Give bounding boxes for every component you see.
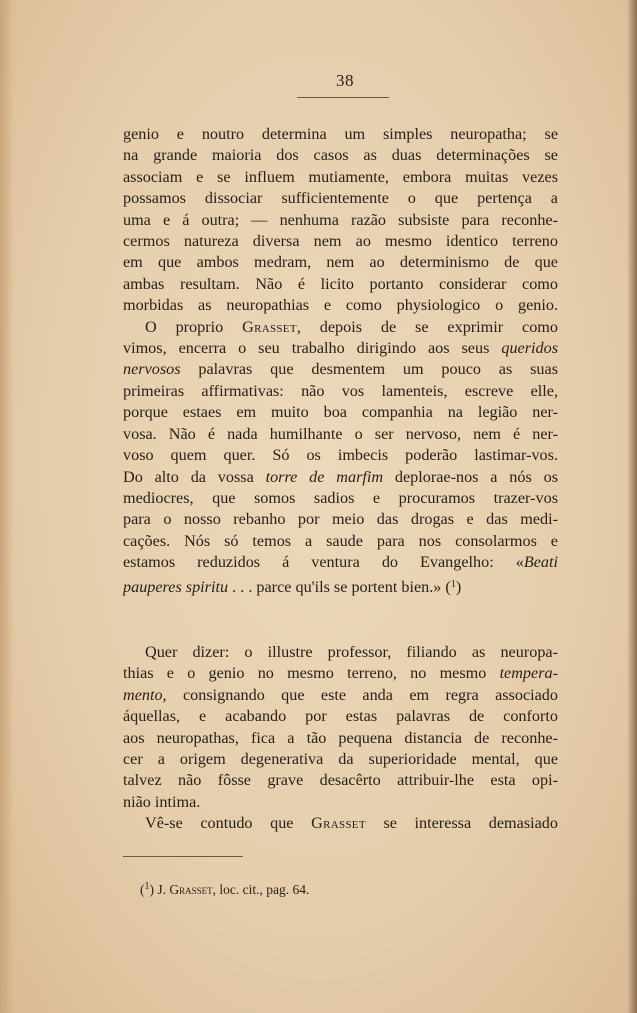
paragraph-3 — [123, 642, 558, 813]
paragraph-2 — [123, 317, 558, 598]
text-line: cermos natureza diversa nem ao mesmo identico terreno — [123, 232, 558, 251]
italic-text: nervosos — [123, 360, 181, 379]
footnote — [140, 878, 309, 899]
text-run: se interessa demasiado — [365, 814, 558, 833]
text-line: cer a origem degenerativa da superioridade mental, que — [123, 749, 558, 768]
footnote-marker: 1 — [144, 881, 150, 892]
text-run: palavras que desmentem um pouco as suas — [180, 360, 558, 379]
italic-text: queridos — [501, 339, 558, 358]
text-line: vosa. Não é nada humilhante o ser nervoso, nem é ner- — [123, 424, 558, 443]
text-line: em que ambos medram, nem ao determinismo de que — [123, 253, 558, 272]
text-line: possamos dissociar sufficientemente o que pertença a — [123, 189, 558, 208]
header-rule — [297, 97, 389, 98]
author-name: Grasset — [169, 882, 213, 897]
text-line: aos neuropathas, fica a tão pequena distancia de reconhe- — [123, 728, 558, 747]
text-line: associam e se influem mutiamente, embora muitas vezes — [123, 167, 558, 186]
text-run: Do alto da vossa — [123, 467, 266, 486]
italic-text: torre de marfim — [265, 467, 384, 486]
text-run: . . . parce qu'ils se portent bien.» ( — [228, 577, 451, 596]
text-line: Quer dizer: o illustre professor, filiando as neuropa- — [145, 642, 558, 661]
text-line: mediocres, que somos sadios e procuramos trazer-vos — [123, 488, 558, 507]
text-line — [123, 574, 558, 598]
text-line: áquellas, e acabando por estas palavras de conforto — [123, 707, 558, 726]
text-line: morbidas as neuropathias e como physiologico o genio. — [123, 296, 558, 315]
text-line — [123, 338, 558, 359]
text-run: , depois de se exprimir como — [296, 317, 558, 336]
text-run: ) — [455, 577, 462, 596]
text-line: talvez não fôsse grave desacêrto attribuir-lhe esta opi- — [123, 771, 558, 790]
text-run: deplorae-nos a nós os — [383, 467, 559, 486]
text-line: cações. Nós só temos a saude para nos consolarmos e — [123, 531, 558, 550]
text-line: ambas resultam. Não é licito portanto considerar como — [123, 274, 558, 293]
text-line — [123, 663, 558, 684]
text-line — [123, 813, 558, 834]
text-line — [123, 467, 558, 488]
page-number: 38 — [336, 71, 354, 90]
text-line: uma e á outra; — nenhuma razão subsiste para reconhe- — [123, 210, 558, 229]
italic-text: tempera- — [499, 664, 558, 683]
italic-text: mento, — [123, 685, 167, 704]
text-line — [123, 552, 558, 573]
text-run: consignando que este anda em regra associado — [166, 685, 558, 704]
footnote-rule — [123, 856, 243, 857]
page-left-edge — [0, 0, 14, 1013]
text-line — [123, 359, 558, 380]
paragraph-4 — [123, 813, 558, 834]
text-line: nião intima. — [123, 792, 201, 811]
text-run: , loc. cit., pag. 64. — [212, 882, 310, 897]
text-run: ) J. — [149, 882, 170, 897]
text-run: O proprio — [145, 317, 243, 336]
text-run: vimos, encerra o seu trabalho dirigindo aos seus — [123, 339, 502, 358]
text-run: Vê-se contudo que — [145, 814, 312, 833]
italic-text: pauperes spiritu — [123, 577, 229, 596]
text-line: genio e noutro determina um simples neuropatha; se — [123, 125, 558, 143]
text-run: estamos reduzidos á ventura do Evangelho: « — [123, 553, 524, 572]
text-run: ( — [140, 882, 145, 897]
author-name: Grasset — [242, 317, 297, 336]
text-line: primeiras affirmativas: não vos lamenteis, escreve elle, — [123, 381, 558, 400]
text-line — [123, 685, 558, 706]
page-right-edge — [627, 0, 637, 1013]
footnote-ref: 1 — [450, 578, 456, 590]
text-line: na grande maioria dos casos as duas determinações se — [123, 146, 558, 165]
paragraph-gap — [123, 598, 558, 642]
text-line — [123, 317, 558, 338]
text-line: para o nosso rebanho por meio das drogas e das medi- — [123, 510, 558, 529]
body-text — [123, 124, 558, 835]
paragraph-1 — [123, 124, 558, 317]
author-name: Grasset — [311, 814, 366, 833]
text-line: voso quem quer. Só os imbecis poderão lastimar-vos. — [123, 446, 558, 465]
italic-text: Beati — [523, 553, 558, 572]
text-run: thias e o genio no mesmo terreno, no mesmo — [123, 664, 500, 683]
text-line: porque estaes em muito boa companhia na legião ner- — [123, 403, 558, 422]
